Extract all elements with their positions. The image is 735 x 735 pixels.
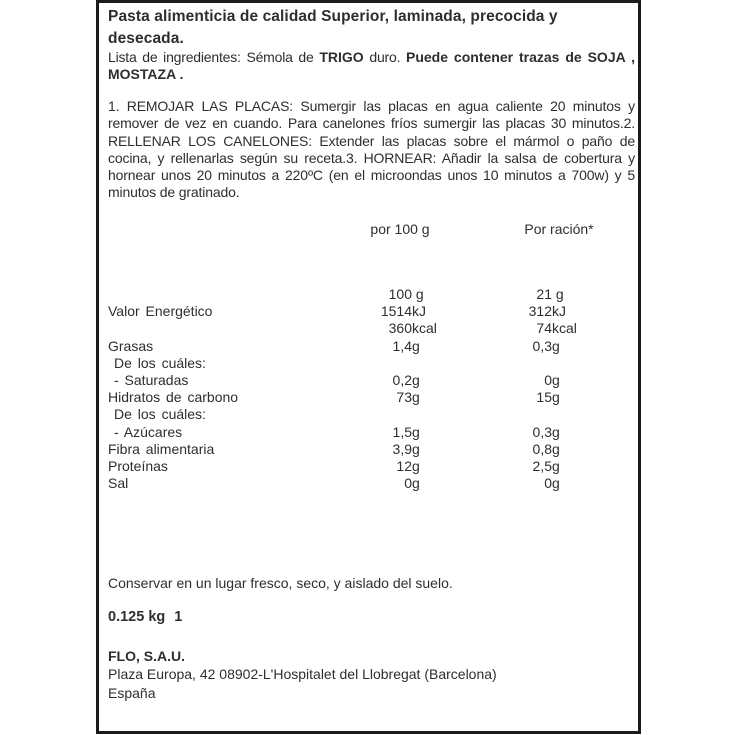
ingredients-text <box>108 49 635 84</box>
value-per-racion: 0,8 <box>532 440 552 457</box>
table-row <box>108 303 635 320</box>
nutrition-rows <box>108 286 635 492</box>
unit-per-100g: kJ <box>412 303 426 320</box>
table-row <box>108 475 635 492</box>
manufacturer-country: España <box>108 684 156 701</box>
unit-per-racion: g <box>552 440 560 457</box>
manufacturer-block <box>108 647 635 702</box>
value-per-racion: 74 <box>536 320 552 337</box>
value-per-100g: 1,4 <box>392 337 412 354</box>
row-label: Sal <box>108 475 129 492</box>
table-row <box>108 355 635 372</box>
row-label: De los cuáles: <box>114 406 206 423</box>
value-per-racion: 15 <box>536 389 552 406</box>
table-row <box>108 338 635 355</box>
row-label: De los cuáles: <box>114 354 206 371</box>
ingredients-mid: duro. <box>363 49 406 65</box>
table-row <box>108 286 635 303</box>
value-per-100g: 0,2 <box>392 371 412 388</box>
storage-instructions: Conservar en un lugar fresco, seco, y aislado del suelo. <box>108 575 453 591</box>
manufacturer-name: FLO, S.A.U. <box>108 648 185 664</box>
unit-per-100g: g <box>412 371 420 388</box>
value-per-100g: 1,5 <box>392 423 412 440</box>
row-label: - Azúcares <box>114 423 183 440</box>
row-label: Valor Energético <box>108 303 213 320</box>
row-label: Proteínas <box>108 457 168 474</box>
unit-per-100g: g <box>412 423 420 440</box>
value-per-racion: 0 <box>544 475 552 492</box>
allergen-trigo: TRIGO <box>319 49 364 65</box>
net-weight <box>108 609 182 625</box>
value-per-100g: 1514 <box>380 303 412 320</box>
value-per-racion: 0 <box>544 371 552 388</box>
value-per-racion: 21 <box>536 286 552 302</box>
table-row <box>108 320 635 337</box>
value-per-100g: 73 <box>396 389 412 406</box>
unit-per-racion: kcal <box>552 320 577 337</box>
value-per-racion: 312 <box>528 303 552 320</box>
unit-per-100g: kcal <box>412 320 437 337</box>
table-row <box>108 458 635 475</box>
value-per-100g: 12 <box>396 457 412 474</box>
unit-per-racion: g <box>552 337 560 354</box>
table-row <box>108 424 635 441</box>
manufacturer-address: Plaza Europa, 42 08902-L'Hospitalet del Llobregat (Barcelona) <box>108 666 497 683</box>
column-header-per-racion: Por ración* <box>524 221 594 237</box>
ingredients-prefix: Lista de ingredientes: Sémola de <box>108 49 320 65</box>
value-per-100g: 100 <box>388 286 412 302</box>
value-per-racion: 0,3 <box>532 337 552 354</box>
column-header-per-100g: por 100 g <box>370 221 430 237</box>
table-row <box>108 389 635 406</box>
product-title: Pasta alimenticia de calidad Superior, laminada, precocida y desecada. <box>108 8 558 47</box>
preparation-instructions: 1. REMOJAR LAS PLACAS: Sumergir las placas en agua caliente 20 minutos y remover de vez en cuando. Para canelones fríos sumergir las placas 30 minutos.2. RELLENAR LOS CANELONES: Extender las placas sobre el mármol o paño de cocina, y rellenarlas según su receta.3. HORNEAR: Añadir la salsa de cobertura y hornear unos 20 minutos a 220ºC (en el microondas unos 10 minutos a 700w) y 5 minutos de gratinado. <box>108 98 635 201</box>
row-label: Grasas <box>108 337 154 354</box>
table-row <box>108 406 635 423</box>
row-label: - Saturadas <box>114 371 189 388</box>
net-weight-value: 0.125 kg <box>108 609 166 625</box>
unit-per-racion: g <box>552 457 560 474</box>
table-row <box>108 372 635 389</box>
allergen-traces: Puede contener trazas de SOJA , MOSTAZA . <box>108 49 635 83</box>
unit-per-racion: g <box>552 286 564 302</box>
unit-per-100g: g <box>412 475 420 492</box>
unit-per-100g: g <box>412 389 420 406</box>
value-per-racion: 2,5 <box>532 457 552 474</box>
unit-per-100g: g <box>412 457 420 474</box>
unit-per-racion: g <box>552 371 560 388</box>
nutrition-table <box>108 221 635 492</box>
row-label: Fibra alimentaria <box>108 440 215 457</box>
unit-per-100g: g <box>412 337 420 354</box>
value-per-racion: 0,3 <box>532 423 552 440</box>
unit-per-racion: g <box>552 475 560 492</box>
product-label <box>96 0 641 734</box>
value-per-100g: 3,9 <box>392 440 412 457</box>
unit-per-100g: g <box>412 440 420 457</box>
value-per-100g: 360 <box>388 320 412 337</box>
unit-per-racion: kJ <box>552 303 566 320</box>
table-row <box>108 441 635 458</box>
unit-per-100g: g <box>412 286 424 302</box>
unit-per-racion: g <box>552 423 560 440</box>
unit-per-racion: g <box>552 389 560 406</box>
value-per-100g: 0 <box>404 475 412 492</box>
row-label: Hidratos de carbono <box>108 389 239 406</box>
nutrition-header <box>108 221 635 238</box>
units-count: 1 <box>174 609 183 625</box>
